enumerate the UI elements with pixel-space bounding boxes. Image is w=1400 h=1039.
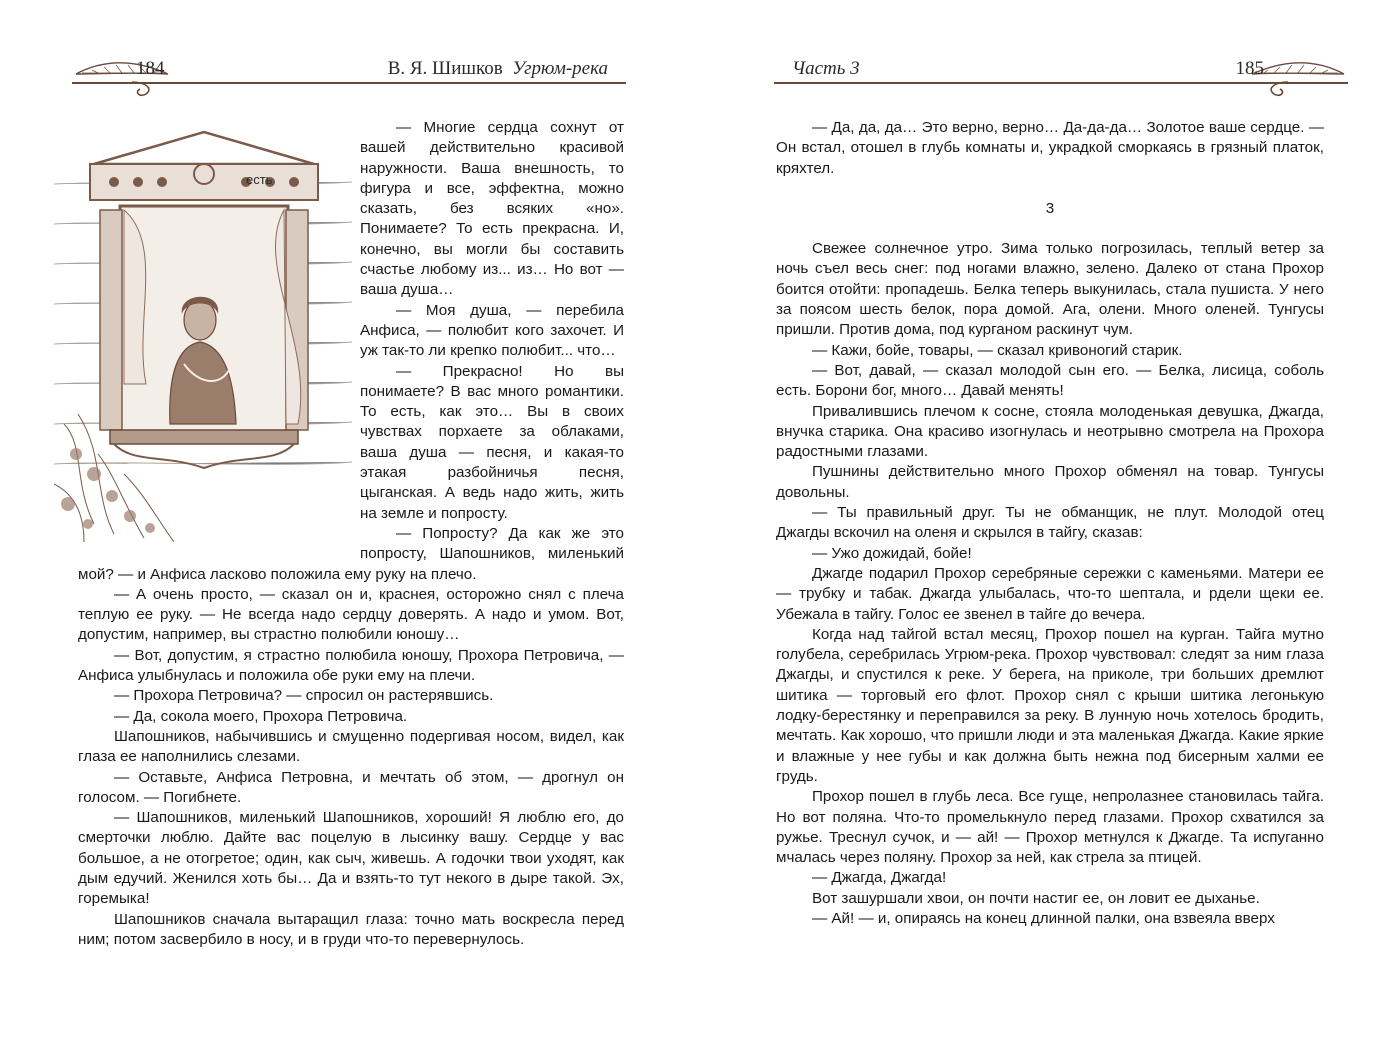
header-rule bbox=[774, 82, 1322, 84]
left-running-header bbox=[78, 52, 626, 102]
paragraph: — Джагда, Джагда! bbox=[812, 869, 947, 887]
author-name: В. Я. Шишков bbox=[387, 58, 503, 79]
section-number: 3 bbox=[1045, 199, 1055, 217]
feather-quill-icon bbox=[72, 52, 182, 102]
paragraph: Джагде подарил Прохор серебряные сережки с каменьями. Матери ее — трубку и табак. Джагда улыбалась, что-то шептала, и рдели щеки ее. Убежала в тайгу. Голос ее звенел в тайге до вечера. bbox=[776, 564, 1324, 623]
paragraph: Когда над тайгой встал месяц, Прохор пошел на курган. Тайга мутно голубела, серебрилась Угрюм-река. Прохор чувствовал: следят за ним глаза Джагды, и спустился к реке. У берега, на приколе, три больших дремлют шитика — торговый его флот. Прохор снял с крыши шитика легонькую лодку-берестянку и переправился за реку. В лунную ночь хотелось бродить, мечтать. Как хорошо, что пришли люди и эта маленькая Джагда. Какие яркие и влажные у нее губы и как должна быть нежна под бисерным халми ее грудь. bbox=[776, 625, 1324, 785]
illustration-label: есть bbox=[246, 172, 273, 187]
paragraph: — Да, да, да… Это верно, верно… Да-да-да… Золотое ваше сердце. — Он встал, отошел в глубь комнаты и, украдкой сморкаясь в грязный платок, кряхтел. bbox=[776, 119, 1324, 177]
paragraph: Пушнины действительно много Прохор обменял на товар. Тунгусы довольны. bbox=[776, 463, 1324, 501]
paragraph: — Вот, давай, — сказал молодой сын его. — Белка, лисица, соболь есть. Борони бог, много… Давай менять! bbox=[776, 361, 1324, 400]
paragraph: — А очень просто, — сказал он и, краснея, осторожно снял с плеча теплую ее руку. — Не всегда надо сердцу доверять. А надо и умом. Вот, допустим, например, вы страстно полюбили юношу… bbox=[78, 585, 624, 644]
right-running-header bbox=[774, 52, 1322, 102]
left-text-block bbox=[78, 118, 624, 950]
paragraph: — Да, сокола моего, Прохора Петровича. bbox=[114, 707, 408, 725]
right-page bbox=[700, 0, 1400, 1039]
paragraph: — Вот, допустим, я страстно полюбила юношу, Прохора Петровича, — Анфиса улыбнулась и положила обе руки ему на плечи. bbox=[78, 646, 624, 685]
paragraph: — Оставьте, Анфиса Петровна, и мечтать об этом, — дрогнул он голосом. — Погибнете. bbox=[78, 768, 624, 806]
paragraph: — Ужо дожидай, бойе! bbox=[812, 544, 972, 562]
part-label: Часть 3 bbox=[792, 58, 860, 79]
paragraph: — Прохора Петровича? — спросил он растерявшись. bbox=[114, 687, 494, 705]
page-number: 184 bbox=[136, 58, 165, 79]
paragraph: — Ты правильный друг. Ты не обманщик, не плут. Молодой отец Джагды вскочил на оленя и скрылся в тайгу, сказав: bbox=[776, 504, 1324, 542]
paragraph: — Шапошников, миленький Шапошников, хороший! Я люблю его, до смерточки люблю. Дайте вас поцелую в лысинку вашу. Сердце у вас большое, а не отогретое; один, как сыч, живешь. А годочки твои уходят, как дым едучий. Женился хоть бы… Да и взять-то тут некого в дыре такой. Эх, горемыка! bbox=[78, 809, 624, 908]
paragraph: — Кажи, бойе, товары, — сказал кривоногий старик. bbox=[812, 341, 1183, 359]
page-number: 185 bbox=[1235, 58, 1264, 79]
paragraph: — Многие сердца сохнут от вашей действительно красивой наружности. Ваша внешность, то фигура и все, эффектна, можно сказать, без всяких «но». Понимаете? То есть прекрасна. И, конечно, вы могли бы составить счастье любому из... из… Но вот — ваша душа… bbox=[360, 119, 624, 299]
paragraph: Шапошников, набычившись и смущенно подергивая носом, видел, как глаза ее наполнились слезами. bbox=[78, 727, 624, 766]
paragraph: — Попросту? Да как же это попросту, Шапошников, миленький мой? — и Анфиса ласково положила ему руку на плечо. bbox=[78, 524, 624, 583]
running-head bbox=[388, 58, 608, 80]
paragraph: Прохор пошел в глубь леса. Все гуще, непролазнее становилась тайга. Но вот поляна. Что-то промелькнуло перед глазами. Прохор схватился за ружье. Треснул сучок, и — ай! — Прохор метнулся к Джагде. Та испуганно мчалась через поляну. Прохор за ней, как стрела за птицей. bbox=[776, 788, 1324, 867]
right-text-block bbox=[776, 118, 1324, 929]
window-illustration bbox=[54, 124, 352, 550]
book-title: Угрюм-река bbox=[512, 58, 608, 79]
paragraph: Шапошников сначала вытаращил глаза: точно мать воскресла перед ним; потом засвербило в носу, и в груди что-то перевернулось. bbox=[78, 910, 624, 948]
paragraph: Свежее солнечное утро. Зима только погрозилась, теплый ветер за ночь съел весь снег: под ногами влажно, зелено. Далеко от стана Прохор боится отойти: пропадешь. Белка теперь выкунилась, стала пушиста. У него за поясом шесть белок, пора домой. Ага, олени. Много оленей. Тунгусы пришли. Против дома, под курганом раскинут чум. bbox=[776, 240, 1324, 339]
header-rule bbox=[78, 82, 626, 84]
paragraph: Привалившись плечом к сосне, стояла молоденькая девушка, Джагда, внучка старика. Она красиво изогнулась и неотрывно смотрела на Прохора радостными глазами. bbox=[776, 402, 1324, 461]
paragraph: Вот зашуршали хвои, он почти настиг ее, он ловит ее дыханье. bbox=[812, 889, 1260, 907]
paragraph: — Прекрасно! Но вы понимаете? В вас много романтики. То есть, как это… Вы в своих чувствах порхаете за облаками, ваша душа — песня, и какая-то этакая разбойничья песня, цыганская. А ведь надо жить, жить на земле и попросту. bbox=[360, 362, 624, 522]
paragraph: — Ай! — и, опираясь на конец длинной палки, она взвеяла вверх bbox=[812, 909, 1275, 927]
paragraph: — Моя душа, — перебила Анфиса, — полюбит кого захочет. И уж так-то ли крепко полюбит... что… bbox=[360, 301, 624, 360]
